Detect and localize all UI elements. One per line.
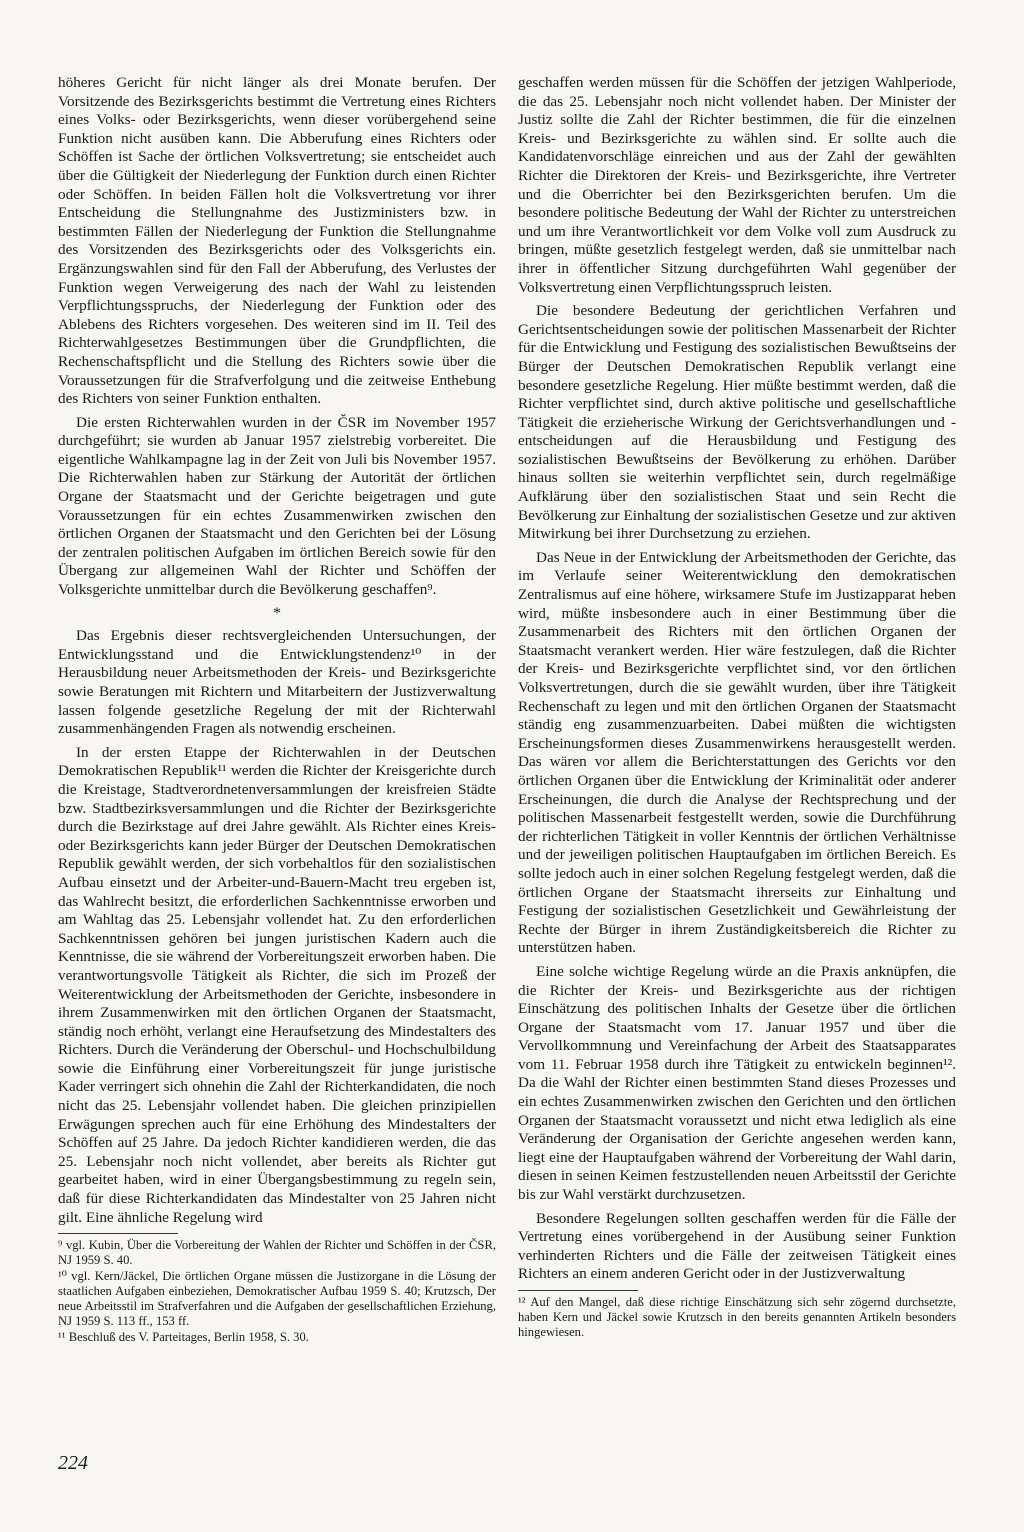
footnote-divider [58, 1233, 178, 1234]
page-number: 224 [58, 1452, 88, 1474]
paragraph: geschaffen werden müssen für die Schöffen der jetzigen Wahlperiode, die das 25. Lebensjahr noch nicht vollendet haben. Der Minister der Justiz sollte die Zahl der Richter bestimmen, die für die einzelnen Kreis- und Bezirksgerichte zu wählen sind. Er sollte auch die Kandidatenvorschläge einreichen und aus der Zahl der gewählten Richter die Direktoren der Kreis- und Bezirksgerichte, ihre Vertreter und die Oberrichter bei den Bezirksgerichten berufen. Um die besondere politische Bedeutung der Wahl der Richter zu unterstreichen und um ihre Verantwortlichkeit vor dem Volke voll zum Ausdruck zu bringen, müßte gesetzlich festgelegt werden, daß sie unmittelbar nach ihrer in öffentlicher Sitzung durchgeführten Wahl gegenüber der Volksvertretung einen Verpflichtungsspruch leisten. [518, 74, 956, 296]
left-column [58, 74, 496, 1346]
paragraph: Das Ergebnis dieser rechtsvergleichenden Untersuchungen, der Entwicklungsstand und die Entwicklungstendenz¹⁰ in der Herausbildung neuer Arbeitsmethoden der Kreis- und Bezirksgerichte sowie Beratungen mit Richtern und Mitarbeitern der Justizverwaltung lassen folgende gesetzliche Regelung der mit der Richterwahl zusammenhängenden Fragen als notwendig erscheinen. [58, 627, 496, 738]
paragraph: In der ersten Etappe der Richterwahlen in der Deutschen Demokratischen Republik¹¹ werden die Richter der Kreisgerichte durch die Kreistage, Stadtverordnetenversammlungen der kreisfreien Städte bzw. Stadtbezirksversammlungen und die Richter der Bezirksgerichte durch die Bezirkstage auf drei Jahre gewählt. Als Richter eines Kreis- oder Bezirksgerichts kann jeder Bürger der Deutschen Demokratischen Republik gewählt werden, der sich vorbehaltlos für den sozialistischen Aufbau einsetzt und der Arbeiter-und-Bauern-Macht treu ergeben ist, das Wahlrecht besitzt, die erforderlichen Sachkenntnisse erworben und am Wahltag das 25. Lebensjahr vollendet hat. Zu den erforderlichen Sachkenntnissen gehören bei jungen juristischen Kadern auch die Kenntnisse, die sie während der Vorbereitungszeit erworben haben. Die verantwortungsvolle Tätigkeit als Richter, die sich im Prozeß der Weiterentwicklung der Arbeitsmethoden der Gerichte, insbesondere in ihrem Zusammenwirken mit den örtlichen Organen der Staatsmacht, ständig noch erhöht, verlangt eine Heraufsetzung des Mindestalters des Richters. Durch die Veränderung der Oberschul- und Hochschulbildung sowie die Einführung einer Vorbereitungszeit für junge juristische Kader verringert sich ohnehin die Zahl der Richterkandidaten, die noch nicht das 25. Lebensjahr vollendet haben. Die gleichen prinzipiellen Erwägungen sprechen auch für eine Erhöhung des Mindestalters der Schöffen auf 25 Jahre. Da jedoch Richter kandidieren werden, die das 25. Lebensjahr noch nicht vollendet, aber bereits als Richter gut gearbeitet haben, wird in einer Übergangsbestimmung zu regeln sein, daß für diese Richterkandidaten das Mindestalter von 25 Jahren nicht gilt. Eine ähnliche Regelung wird [58, 743, 496, 1226]
paragraph: Die ersten Richterwahlen wurden in der ČSR im November 1957 durchgeführt; sie wurden ab Januar 1957 zielstrebig vorbereitet. Die eigentliche Wahlkampagne lag in der Zeit von Juli bis November 1957. Die Richterwahlen haben zur Stärkung der Autorität der örtlichen Organe der Staatsmacht und der Gerichte beigetragen und gute Voraussetzungen für ein echtes Zusammenwirken zwischen den örtlichen Organen der Staatsmacht und den Gerichten bei der Lösung der zentralen politischen Aufgaben im örtlichen Bereich sowie für den Übergang zur allgemeinen Wahl der Richter und Schöffen der Volksgerichte unmittelbar durch die Bevölkerung geschaffen⁹. [58, 413, 496, 599]
paragraph: Eine solche wichtige Regelung würde an die Praxis anknüpfen, die die Richter der Kreis- und Bezirksgerichte aus der richtigen Einschätzung des politischen Inhalts der Gesetze über die örtlichen Organe der Staatsmacht vom 17. Januar 1957 und über die Vervollkommnung und Vereinfachung der Arbeit des Staatsapparates vom 11. Februar 1958 durch ihre Tätigkeit zu entwickeln beginnen¹². Da die Wahl der Richter einen bestimmten Stand dieses Prozesses und ein echtes Zusammenwirken zwischen den Gerichten und den örtlichen Organen der Staatsmacht voraussetzt und nicht etwa lediglich als eine Veränderung der Organisation der Gerichte angesehen werden kann, liegt eine der Hauptaufgaben während der Vorbereitung der Wahl darin, diesen in seinen Keimen festzustellenden neuen Arbeitsstil der Gerichte bis zur Wahl verstärkt durchzusetzen. [518, 962, 956, 1204]
paragraph: höheres Gericht für nicht länger als drei Monate berufen. Der Vorsitzende des Bezirksgerichts bestimmt die Vertretung eines Richters eines Volks- oder Bezirksgerichts, wenn dieser vorübergehend seine Funktion nicht ausüben kann. Die Abberufung eines Richters oder Schöffen ist Sache der örtlichen Volksvertretung; sie entscheidet auch über die Gültigkeit der Niederlegung der Funktion durch einen Richter oder Schöffen. In beiden Fällen holt die Volksvertretung vor ihrer Entscheidung die Stellungnahme des Justizministers bzw. in bestimmten Fällen der Niederlegung der Funktion die Stellungnahme des Vorsitzenden des Bezirksgerichts oder des Volksgerichts ein. Ergänzungswahlen sind für den Fall der Abberufung, des Verlustes der Funktion wegen Verweigerung des nach der Wahl zu leistenden Verpflichtungsspruchs, der Niederlegung der Funktion oder des Ablebens des Richters vorgesehen. Des weiteren sind im II. Teil des Richterwahlgesetzes Bestimmungen über die Grundpflichten, die Rechenschaftspflicht und die Stellung des Richters sowie über die Voraussetzungen für die Strafverfolgung und die zeitweise Enthebung des Richters von seiner Funktion enthalten. [58, 74, 496, 408]
section-separator: * [273, 604, 281, 622]
paragraph: Besondere Regelungen sollten geschaffen werden für die Fälle der Vertretung eines vorübergehend in der Ausübung seiner Funktion verhinderten Richters und die Fälle der zeitweisen Tätigkeit eines Richters an einem anderen Gericht oder in der Justizverwaltung [518, 1209, 956, 1283]
footnote: ¹⁰ vgl. Kern/Jäckel, Die örtlichen Organe müssen die Justizorgane in die Lösung der staatlichen Aufgaben einbeziehen, Demokratischer Aufbau 1959 S. 40; Krutzsch, Der neue Arbeitsstil im Strafverfahren und die Aufgaben der gesellschaftlichen Erziehung, NJ 1959 S. 113 ff., 153 ff. [58, 1269, 496, 1329]
paragraph: Die besondere Bedeutung der gerichtlichen Verfahren und Gerichtsentscheidungen sowie der politischen Massenarbeit der Richter für die Entwicklung und Festigung des sozialistischen Bewußtseins der Bürger der Deutschen Demokratischen Republik verlangt eine besondere gesetzliche Regelung. Hier müßte bestimmt werden, daß die Richter verpflichtet sind, durch aktive politische und gesellschaftliche Tätigkeit die erzieherische Wirkung der Gerichtsverhandlungen und -entscheidungen auf die Herausbildung und Festigung des sozialistischen Bewußtseins der Bevölkerung zu erhöhen. Darüber hinaus sollten sie weiterhin verpflichtet sein, durch regelmäßige Aufklärung über den sozialistischen Staat und sein Recht die Bevölkerung zur Einhaltung der sozialistischen Gesetze und zur aktiven Mitwirkung bei ihrer Durchsetzung zu erziehen. [518, 302, 956, 543]
footnote: ¹¹ Beschluß des V. Parteitages, Berlin 1958, S. 30. [58, 1330, 309, 1345]
footnote: ¹² Auf den Mangel, daß diese richtige Einschätzung sich sehr zögernd durchsetzte, haben Kern und Jäckel sowie Krutzsch in den bereits genannten Artikeln besonders hingewiesen. [518, 1295, 956, 1339]
footnote-divider [518, 1290, 638, 1291]
right-column [518, 74, 956, 1341]
footnotes-right [518, 1295, 956, 1340]
footnotes-left [58, 1238, 496, 1345]
footnote: ⁹ vgl. Kubin, Über die Vorbereitung der Wahlen der Richter und Schöffen in der ČSR, NJ 1959 S. 40. [58, 1238, 496, 1268]
document-page [58, 74, 964, 1494]
paragraph: Das Neue in der Entwicklung der Arbeitsmethoden der Gerichte, das im Verlaufe seiner Weiterentwicklung den demokratischen Zentralismus auf eine höhere, wirksamere Stufe im Justizapparat heben wird, müßte insbesondere auch in einer Bestimmung über die Zusammenarbeit des Richters mit den örtlichen Organen der Staatsmacht verankert werden. Hier wäre festzulegen, daß die Richter der Kreis- und Bezirksgerichte verpflichtet sind, vor den örtlichen Volksvertretungen, durch die sie gewählt wurden, über ihre Tätigkeit Rechenschaft zu legen und mit den örtlichen Organen der Staatsmacht ständig eng zusammenzuarbeiten. Dabei müßten die wichtigsten Erscheinungsformen dieses Zusammenwirkens herausgestellt werden. Das wären vor allem die Berichterstattungen des Gerichts vor den örtlichen Organen über die Entwicklung der Kriminalität oder anderer Erscheinungen, die durch die Analyse der Rechtsprechung und der politischen Massenarbeit festgestellt werden, sowie die Durchführung der richterlichen Tätigkeit in voller Kenntnis der örtlichen Verhältnisse und der jeweiligen politischen Hauptaufgaben im örtlichen Bereich. Es sollte jedoch auch in einer solchen Regelung festgelegt werden, daß die örtlichen Organe der Staatsmacht ihrerseits zur Einhaltung und Festigung der sozialistischen Gesetzlichkeit und Gewährleistung der Rechte der Bürger in ihrem Zuständigkeitsbereich die Richter zu unterstützen haben. [518, 548, 956, 957]
